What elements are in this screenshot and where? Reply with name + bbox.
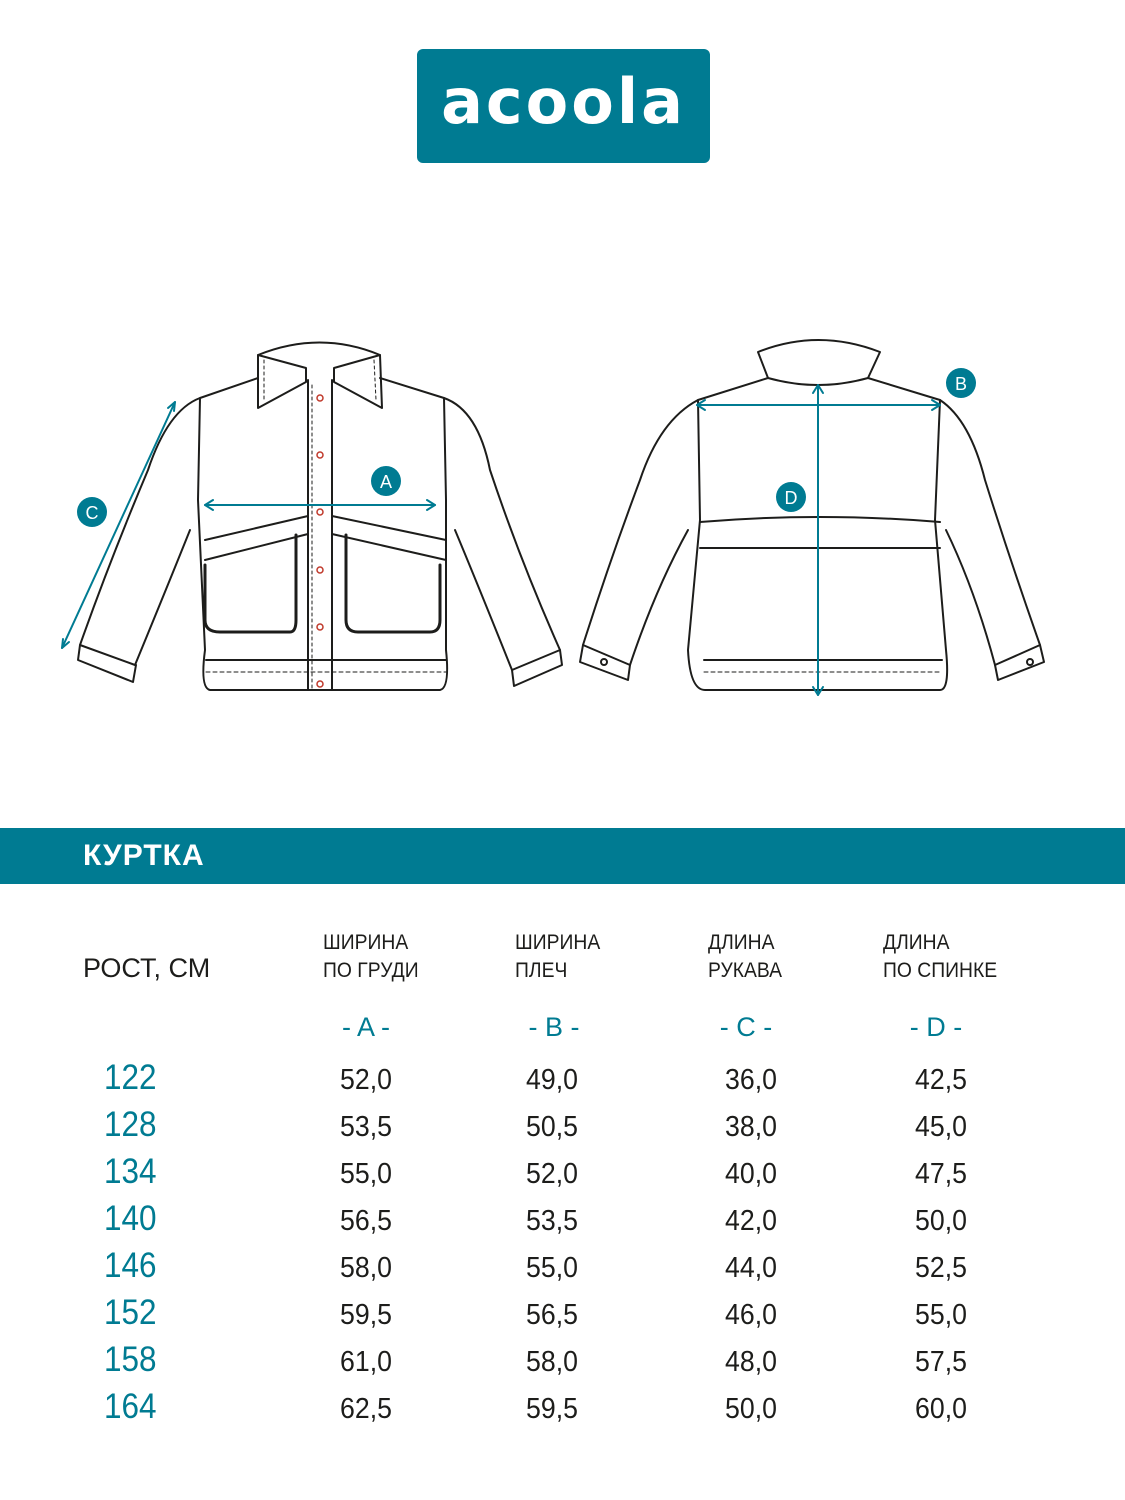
height-cell: 146 <box>104 1246 157 1285</box>
column-header-back-length: ДЛИНА ПО СПИНКЕ <box>883 931 998 982</box>
value-cell: 52,5 <box>915 1252 967 1284</box>
value-cell: 40,0 <box>725 1158 777 1190</box>
value-cell: 57,5 <box>915 1346 967 1378</box>
value-cell: 47,5 <box>915 1158 967 1190</box>
height-cell: 140 <box>104 1199 157 1238</box>
value-cell: 42,5 <box>915 1064 967 1096</box>
value-cell: 55,0 <box>340 1158 392 1190</box>
label-d: D <box>784 488 798 508</box>
table-row <box>0 1246 1125 1293</box>
value-cell: 46,0 <box>725 1299 777 1331</box>
value-cell: 60,0 <box>915 1393 967 1425</box>
value-cell: 38,0 <box>725 1111 777 1143</box>
value-cell: 53,5 <box>340 1111 392 1143</box>
value-cell: 55,0 <box>526 1252 578 1284</box>
value-cell: 62,5 <box>340 1393 392 1425</box>
brand-logo-text: acoola <box>441 65 686 138</box>
value-cell: 58,0 <box>340 1252 392 1284</box>
product-banner <box>0 828 1125 884</box>
brand-logo <box>417 49 710 163</box>
value-cell: 61,0 <box>340 1346 392 1378</box>
table-row <box>0 1058 1125 1105</box>
table-row <box>0 1105 1125 1152</box>
table-row <box>0 1293 1125 1340</box>
value-cell: 49,0 <box>526 1064 578 1096</box>
value-cell: 42,0 <box>725 1205 777 1237</box>
table-row <box>0 1199 1125 1246</box>
value-cell: 56,5 <box>340 1205 392 1237</box>
column-header-sleeve: ДЛИНА РУКАВА <box>708 931 783 982</box>
table-row <box>0 1152 1125 1199</box>
value-cell: 50,0 <box>725 1393 777 1425</box>
height-cell: 164 <box>104 1387 157 1426</box>
value-cell: 44,0 <box>725 1252 777 1284</box>
value-cell: 36,0 <box>725 1064 777 1096</box>
height-header: РОСТ, СМ <box>83 953 211 983</box>
column-header-chest: ШИРИНА ПО ГРУДИ <box>323 931 419 982</box>
value-cell: 58,0 <box>526 1346 578 1378</box>
height-cell: 152 <box>104 1293 157 1332</box>
value-cell: 59,5 <box>340 1299 392 1331</box>
value-cell: 53,5 <box>526 1205 578 1237</box>
table-row <box>0 1340 1125 1387</box>
table-row <box>0 1387 1125 1434</box>
jacket-front <box>62 343 562 691</box>
height-cell: 128 <box>104 1105 157 1144</box>
jacket-back <box>580 340 1044 695</box>
value-cell: 52,0 <box>340 1064 392 1096</box>
value-cell: 59,5 <box>526 1393 578 1425</box>
column-letter-b: - B - <box>528 1012 580 1042</box>
column-letter-c: - C - <box>719 1012 773 1042</box>
product-title: КУРТКА <box>83 839 205 872</box>
value-cell: 45,0 <box>915 1111 967 1143</box>
label-badges <box>77 368 976 527</box>
label-b: B <box>954 374 968 394</box>
value-cell: 55,0 <box>915 1299 967 1331</box>
height-cell: 134 <box>104 1152 157 1191</box>
value-cell: 48,0 <box>725 1346 777 1378</box>
value-cell: 50,5 <box>526 1111 578 1143</box>
column-letter-d: - D - <box>909 1012 963 1042</box>
column-letter-a: - A - <box>341 1012 390 1042</box>
height-cell: 158 <box>104 1340 157 1379</box>
value-cell: 50,0 <box>915 1205 967 1237</box>
value-cell: 56,5 <box>526 1299 578 1331</box>
label-a: A <box>379 472 393 492</box>
label-c: C <box>85 503 99 523</box>
height-cell: 122 <box>104 1058 157 1097</box>
jacket-diagram <box>0 300 1125 720</box>
value-cell: 52,0 <box>526 1158 578 1190</box>
column-header-shoulders: ШИРИНА ПЛЕЧ <box>515 931 601 982</box>
